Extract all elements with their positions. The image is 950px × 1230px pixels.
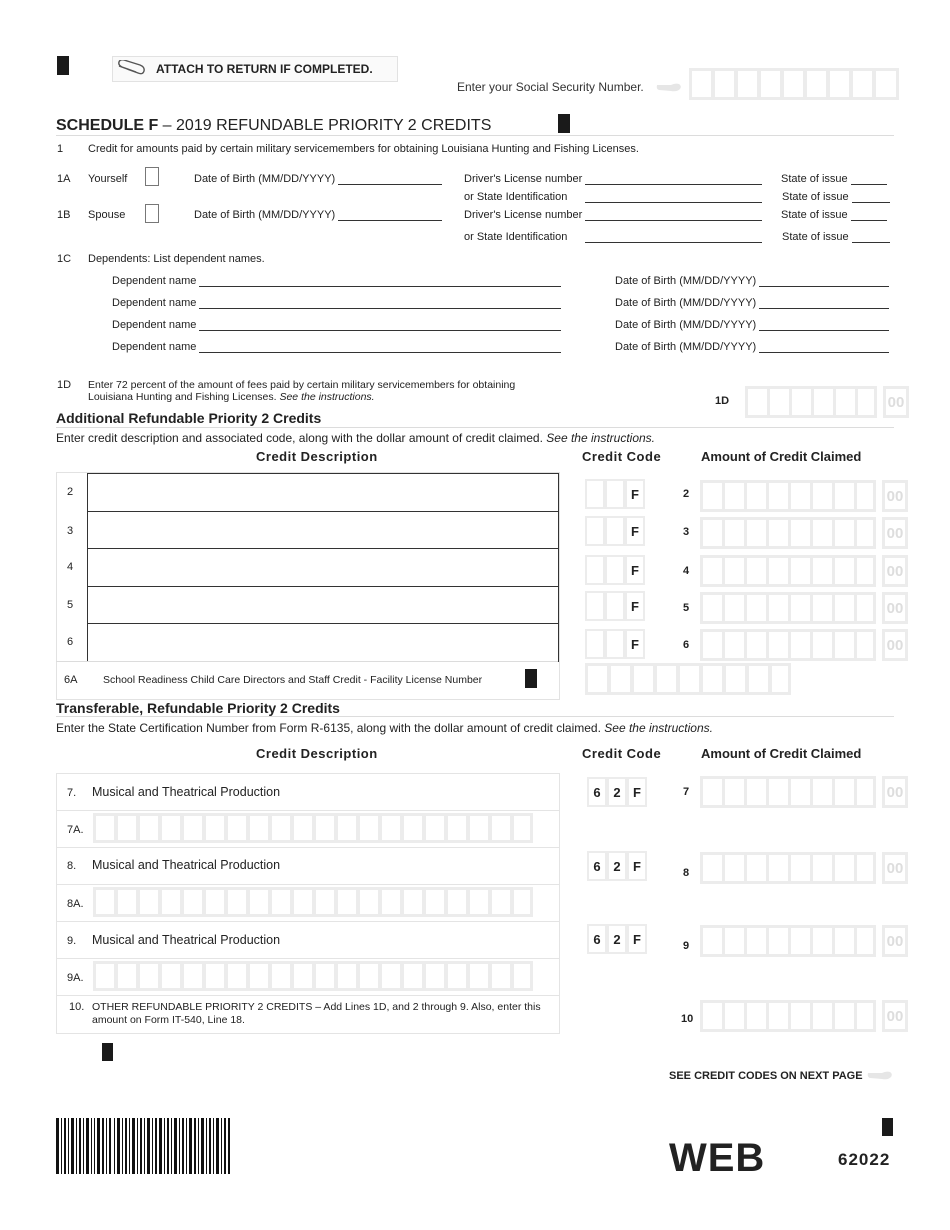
paperclip-icon bbox=[116, 60, 146, 78]
additional-instructions: Enter credit description and associated code, along with the dollar amount of credit claimed. See the instructions. bbox=[56, 431, 656, 445]
row-4-desc-field[interactable] bbox=[87, 548, 559, 587]
row-2-amount-field[interactable] bbox=[700, 480, 908, 512]
dependent-dob-field[interactable] bbox=[759, 297, 889, 309]
row-9-desc: Musical and Theatrical Production bbox=[92, 933, 281, 947]
title-rule bbox=[56, 135, 894, 136]
dependent-dob-field[interactable] bbox=[759, 319, 889, 331]
row-9-num: 9. bbox=[67, 935, 77, 947]
row-8-line: 8 bbox=[683, 867, 690, 879]
row-6-desc-field[interactable] bbox=[87, 623, 559, 662]
row-7-line: 7 bbox=[683, 786, 690, 798]
row-9-code bbox=[587, 924, 647, 954]
transferable-rule bbox=[56, 716, 894, 717]
line1-num: 1 bbox=[57, 143, 64, 155]
row-10-num: 10. bbox=[69, 1001, 85, 1013]
line1d-amount-field[interactable] bbox=[745, 386, 909, 418]
row-3-num: 3 bbox=[67, 525, 74, 537]
transferable-col-amt: Amount of Credit Claimed bbox=[701, 746, 862, 761]
dependent-name-field[interactable] bbox=[199, 297, 561, 309]
line1a-id-field-wrap bbox=[585, 191, 762, 203]
code-cell[interactable] bbox=[585, 555, 605, 585]
row-7-code bbox=[587, 777, 647, 807]
transferable-title: Transferable, Refundable Priority 2 Credits bbox=[56, 700, 340, 716]
row-7-desc: Musical and Theatrical Production bbox=[92, 785, 281, 799]
line1a-who: Yourself bbox=[88, 173, 128, 185]
row-5-code bbox=[585, 591, 645, 621]
row-6-line: 6 bbox=[683, 639, 690, 651]
row-10-cents: 00 bbox=[882, 1000, 908, 1032]
code-digit: 2 bbox=[607, 777, 627, 807]
line1b-state-2: State of issue bbox=[782, 231, 890, 243]
line1d-cents: 00 bbox=[883, 386, 909, 418]
code-cell[interactable] bbox=[585, 591, 605, 621]
row-9-line: 9 bbox=[683, 940, 690, 952]
row-10-amount-field[interactable] bbox=[700, 1000, 908, 1032]
spouse-dl-state-field[interactable] bbox=[851, 209, 887, 221]
code-digit: 2 bbox=[607, 851, 627, 881]
dependent-name-field[interactable] bbox=[199, 341, 561, 353]
line1b-dl: Driver's License number bbox=[464, 209, 762, 221]
spouse-dob-field[interactable] bbox=[338, 209, 442, 221]
dependent-row-1: Dependent name bbox=[112, 275, 561, 287]
additional-title: Additional Refundable Priority 2 Credits bbox=[56, 410, 322, 426]
code-letter: F bbox=[627, 777, 647, 807]
spouse-checkbox[interactable] bbox=[145, 204, 159, 223]
row-5-desc-field[interactable] bbox=[87, 586, 559, 624]
line1a-dl: Driver's License number bbox=[464, 173, 762, 185]
row-8-desc: Musical and Theatrical Production bbox=[92, 858, 281, 872]
code-letter: F bbox=[625, 591, 645, 621]
pointing-hand-icon bbox=[866, 1068, 894, 1082]
additional-rule bbox=[56, 427, 894, 428]
row-2-line: 2 bbox=[683, 488, 690, 500]
code-letter: F bbox=[625, 516, 645, 546]
registration-mark-bottom-left bbox=[102, 1043, 113, 1061]
line1a-dob: Date of Birth (MM/DD/YYYY) bbox=[194, 173, 442, 185]
barcode bbox=[56, 1118, 230, 1174]
code-cell[interactable] bbox=[605, 591, 625, 621]
row-6-cents: 00 bbox=[882, 629, 908, 661]
dependent-dob-field[interactable] bbox=[759, 275, 889, 287]
row-9a-cert-field[interactable] bbox=[93, 961, 533, 991]
line1b-num: 1B bbox=[57, 209, 71, 221]
row-6a-text: School Readiness Child Care Directors and Staff Credit - Facility License Number bbox=[103, 674, 483, 686]
row-3-cents: 00 bbox=[882, 517, 908, 549]
spouse-dl-field[interactable] bbox=[585, 209, 762, 221]
additional-col-code: Credit Code bbox=[582, 449, 662, 464]
line1c-text: Dependents: List dependent names. bbox=[88, 253, 265, 265]
schedule-title: SCHEDULE F – 2019 REFUNDABLE PRIORITY 2 CREDITS bbox=[56, 117, 492, 134]
row-6-amount-field[interactable] bbox=[700, 629, 908, 661]
row-10-line: 10 bbox=[681, 1013, 694, 1025]
line1a-num: 1A bbox=[57, 173, 71, 185]
web-label: WEB bbox=[669, 1136, 766, 1180]
dependent-row-3: Dependent name bbox=[112, 319, 561, 331]
row-8-amount-field[interactable] bbox=[700, 852, 908, 884]
dependent-dob-field[interactable] bbox=[759, 341, 889, 353]
yourself-id-state-field[interactable] bbox=[852, 191, 890, 203]
row-8a-num: 8A. bbox=[67, 898, 84, 910]
transferable-col-desc: Credit Description bbox=[256, 746, 378, 761]
yourself-dl-state-field[interactable] bbox=[851, 173, 887, 185]
yourself-state-id-field[interactable] bbox=[585, 191, 762, 203]
code-cell[interactable] bbox=[605, 555, 625, 585]
row-4-amount-field[interactable] bbox=[700, 555, 908, 587]
code-cell[interactable] bbox=[605, 479, 625, 509]
transferable-col-code: Credit Code bbox=[582, 746, 662, 761]
row-9a-num: 9A. bbox=[67, 972, 84, 984]
row-3-amount-field[interactable] bbox=[700, 517, 908, 549]
line1-text: Credit for amounts paid by certain military servicemembers for obtaining Louisiana Hunting and Fishing Licenses. bbox=[88, 143, 639, 155]
row-7a-num: 7A. bbox=[67, 824, 84, 836]
code-letter: F bbox=[627, 924, 647, 954]
row-8-code bbox=[587, 851, 647, 881]
registration-mark-bottom-right bbox=[882, 1118, 893, 1136]
row-8a-cert-field[interactable] bbox=[93, 887, 533, 917]
row-2-cents: 00 bbox=[882, 480, 908, 512]
code-letter: F bbox=[625, 555, 645, 585]
row-2-desc-field[interactable] bbox=[87, 473, 559, 512]
row-6-num: 6 bbox=[67, 636, 74, 648]
dependent-name-field[interactable] bbox=[199, 275, 561, 287]
code-cell[interactable] bbox=[585, 479, 605, 509]
row-7a-cert-field[interactable] bbox=[93, 813, 533, 843]
facility-license-field[interactable] bbox=[585, 663, 791, 695]
line1d-box-label: 1D bbox=[715, 395, 730, 407]
row-9-amount-field[interactable] bbox=[700, 925, 908, 957]
registration-mark-top-left bbox=[57, 56, 69, 75]
ssn-label: Enter your Social Security Number. bbox=[457, 80, 644, 94]
form-number: 62022 bbox=[838, 1150, 891, 1169]
row-8-cents: 00 bbox=[882, 852, 908, 884]
row-4-num: 4 bbox=[67, 561, 74, 573]
dependent-row-4: Dependent name bbox=[112, 341, 561, 353]
code-letter: F bbox=[625, 479, 645, 509]
ssn-input[interactable] bbox=[689, 68, 899, 100]
attach-box bbox=[112, 56, 398, 82]
spouse-id-state-field[interactable] bbox=[852, 231, 890, 243]
line1a-state-id: or State Identification bbox=[464, 191, 568, 203]
row-9-cents: 00 bbox=[882, 925, 908, 957]
code-digit: 6 bbox=[587, 777, 607, 807]
line1b-state-id: or State Identification bbox=[464, 231, 568, 243]
row-7-cents: 00 bbox=[882, 776, 908, 808]
code-cell[interactable] bbox=[585, 629, 605, 659]
registration-mark-top-center bbox=[558, 114, 570, 133]
line1b-id-field-wrap bbox=[585, 231, 762, 243]
line1b-state: State of issue bbox=[781, 209, 887, 221]
code-cell[interactable] bbox=[585, 516, 605, 546]
dependent-dob-4: Date of Birth (MM/DD/YYYY) bbox=[615, 341, 889, 353]
row-10-text: OTHER REFUNDABLE PRIORITY 2 CREDITS – Add Lines 1D, and 2 through 9. Also, enter this amount on Form IT-540, Line 18. bbox=[92, 1001, 541, 1026]
row-5-line: 5 bbox=[683, 602, 690, 614]
row-4-code bbox=[585, 555, 645, 585]
line1c-num: 1C bbox=[57, 253, 72, 265]
row-6a-rule bbox=[56, 661, 558, 662]
attach-text: ATTACH TO RETURN IF COMPLETED. bbox=[156, 62, 373, 76]
see-credit-codes: SEE CREDIT CODES ON NEXT PAGE bbox=[669, 1070, 863, 1082]
yourself-dob-field[interactable] bbox=[338, 173, 442, 185]
transferable-instructions: Enter the State Certification Number from Form R-6135, along with the dollar amount of credit claimed. See the instructions. bbox=[56, 721, 713, 735]
row-4-cents: 00 bbox=[882, 555, 908, 587]
row-5-cents: 00 bbox=[882, 592, 908, 624]
dependent-dob-2: Date of Birth (MM/DD/YYYY) bbox=[615, 297, 889, 309]
row-5-num: 5 bbox=[67, 599, 74, 611]
code-digit: 2 bbox=[607, 924, 627, 954]
line1b-who: Spouse bbox=[88, 209, 126, 221]
code-letter: F bbox=[627, 851, 647, 881]
row-4-line: 4 bbox=[683, 565, 690, 577]
dependent-row-2: Dependent name bbox=[112, 297, 561, 309]
line1a-state-2: State of issue bbox=[782, 191, 890, 203]
line1d-text: Enter 72 percent of the amount of fees paid by certain military servicemembers for obtaining Louisiana Hunting and Fishing Licenses. See the instructions. bbox=[88, 379, 516, 403]
dependent-dob-1: Date of Birth (MM/DD/YYYY) bbox=[615, 275, 889, 287]
row-7-amount-field[interactable] bbox=[700, 776, 908, 808]
line1d-num: 1D bbox=[57, 379, 72, 391]
code-digit: 6 bbox=[587, 851, 607, 881]
dependent-dob-3: Date of Birth (MM/DD/YYYY) bbox=[615, 319, 889, 331]
row-3-code bbox=[585, 516, 645, 546]
row-3-line: 3 bbox=[683, 526, 690, 538]
row-5-amount-field[interactable] bbox=[700, 592, 908, 624]
line1a-state: State of issue bbox=[781, 173, 887, 185]
yourself-dl-field[interactable] bbox=[585, 173, 762, 185]
additional-col-desc: Credit Description bbox=[256, 449, 378, 464]
row-2-num: 2 bbox=[67, 486, 74, 498]
row-7-num: 7. bbox=[67, 787, 77, 799]
yourself-checkbox[interactable] bbox=[145, 167, 159, 186]
row-8-num: 8. bbox=[67, 860, 77, 872]
code-cell[interactable] bbox=[605, 629, 625, 659]
row-6a-num: 6A bbox=[64, 674, 78, 686]
dependent-name-field[interactable] bbox=[199, 319, 561, 331]
row-6-code bbox=[585, 629, 645, 659]
additional-col-amt: Amount of Credit Claimed bbox=[701, 449, 862, 464]
code-letter: F bbox=[625, 629, 645, 659]
row-3-desc-field[interactable] bbox=[87, 511, 559, 549]
code-digit: 6 bbox=[587, 924, 607, 954]
row-2-code bbox=[585, 479, 645, 509]
pointing-hand-icon bbox=[655, 80, 683, 94]
code-cell[interactable] bbox=[605, 516, 625, 546]
spouse-state-id-field[interactable] bbox=[585, 231, 762, 243]
line1b-dob: Date of Birth (MM/DD/YYYY) bbox=[194, 209, 442, 221]
